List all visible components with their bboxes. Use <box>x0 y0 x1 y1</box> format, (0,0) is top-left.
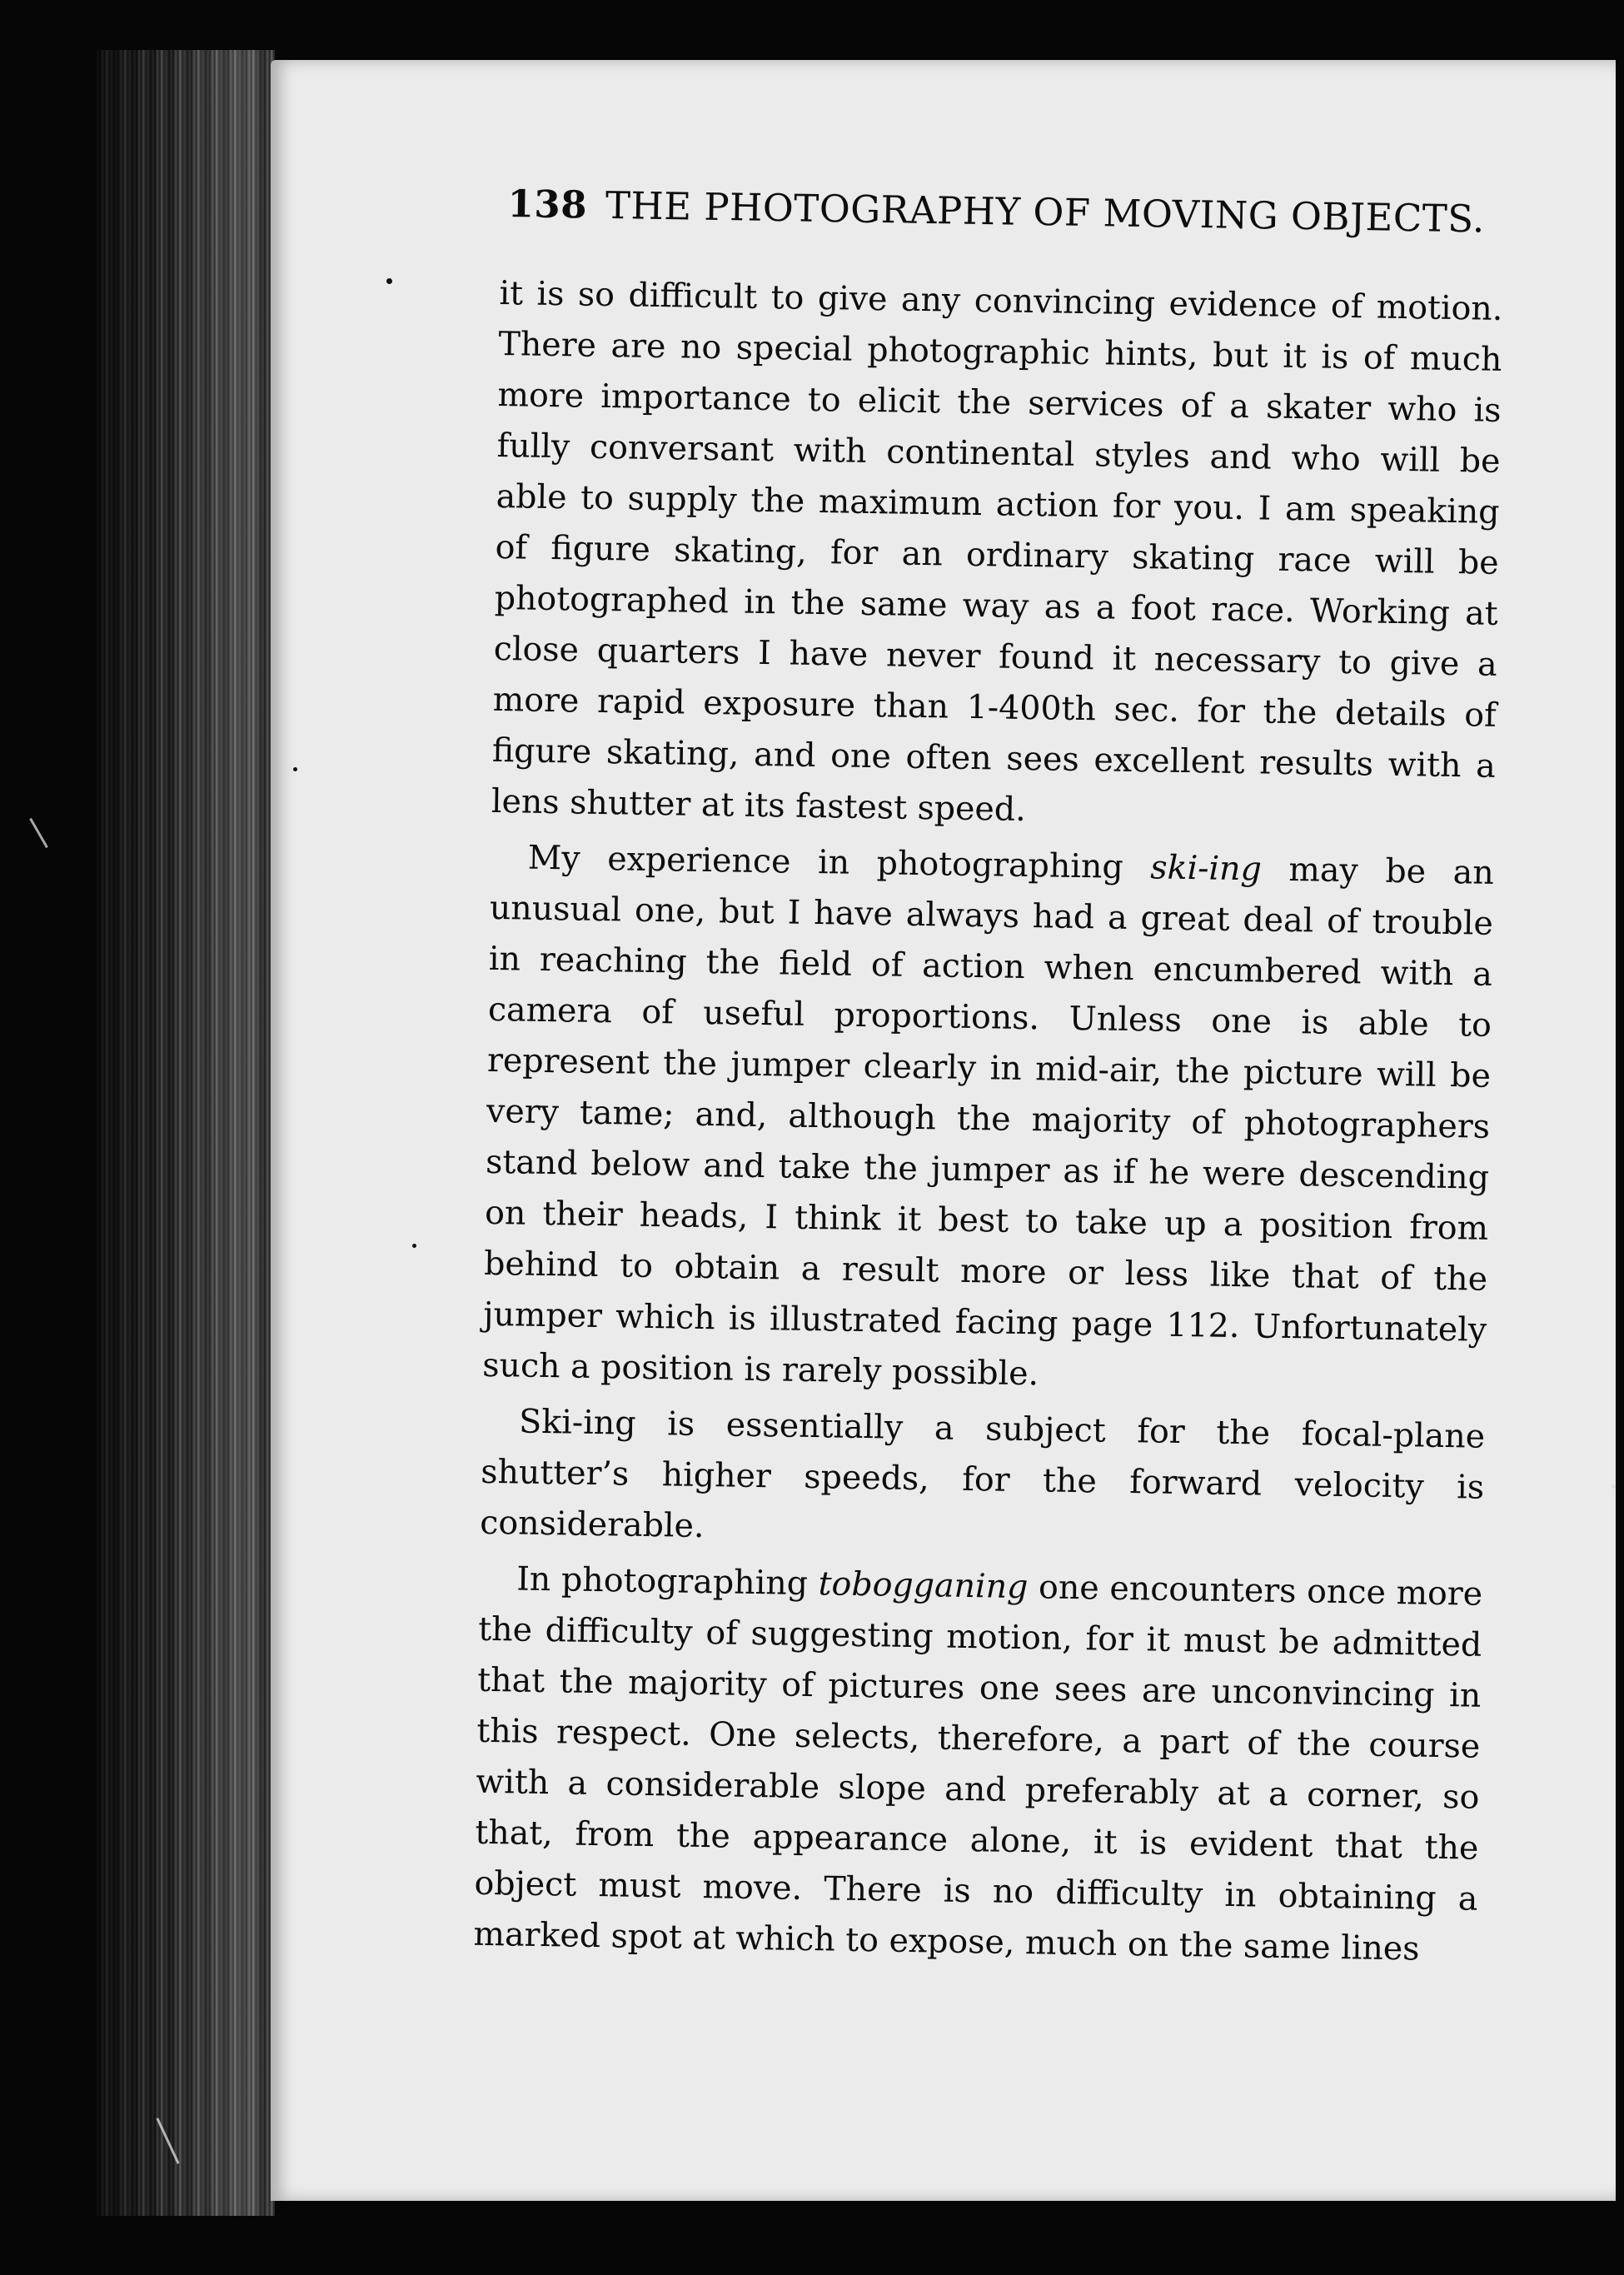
paragraph-2 <box>482 832 1494 1407</box>
emphasis-text: ski-ing <box>1149 848 1263 889</box>
dust-speck <box>412 1244 416 1248</box>
dust-speck <box>293 767 297 771</box>
text-segment: one encounters once more the difficulty of suggesting motion, for it must be admitted that the majority of pictures one sees are unconvincing in this respect. One selects, therefore, a part of the course with a considerable slope and preferably at a corner, so that, from the appearance alone, it is evident that the object must move. There is no difficulty in obtaining a marked spot at which to expose, much on the same lines <box>473 1568 1483 1968</box>
text-segment: My experience in photographing <box>527 838 1151 887</box>
body-text <box>473 268 1503 1976</box>
running-title: THE PHOTOGRAPHY OF MOVING OBJECTS. <box>605 182 1486 242</box>
dust-speck <box>386 278 392 284</box>
dust-speck <box>1612 1484 1616 1489</box>
spine-shadow <box>96 50 275 2216</box>
text-segment: it is so difficult to give any convincing evidence of motion. There are no special photographic hints, but it is of much more importance to elicit the services of a skater who is fully conversant with continental styles and who will be able to supply the maximum action for you. I am speaking of figure skating, for an ordinary skating race will be photographed in the same way as a foot race. Working at close quarters I have never found it necessary to give a more rapid exposure than 1-400th sec. for the details of figure skating, and one often sees excellent results with a lens shutter at its fastest speed. <box>491 273 1503 829</box>
paragraph-3 <box>480 1396 1486 1564</box>
emphasis-text: tobogganing <box>818 1564 1029 1607</box>
text-segment: may be an unusual one, but I have always had a great deal of trouble in reaching the field of action when encumbered with a camera of useful proportions. Unless one is able to represent the jumper clearly in mid-air, the picture will be very tame; and, although the majority of photographers stand below and take the jumper as if he were descending on their heads, I think it best to take up a position from behind to obtain a result more or less like that of the jumper which is illustrated facing page 112. Unfortunately such a position is rarely possible. <box>481 850 1495 1394</box>
paragraph-1 <box>491 268 1502 843</box>
text-segment: Ski-ing is essentially a subject for the focal-plane shutter’s higher speeds, for the forward velocity is considerable. <box>479 1402 1486 1546</box>
film-scratch <box>29 818 48 848</box>
page-number: 138 <box>507 182 588 227</box>
text-segment: In photographing <box>516 1559 819 1604</box>
paragraph-4 <box>473 1554 1483 1976</box>
